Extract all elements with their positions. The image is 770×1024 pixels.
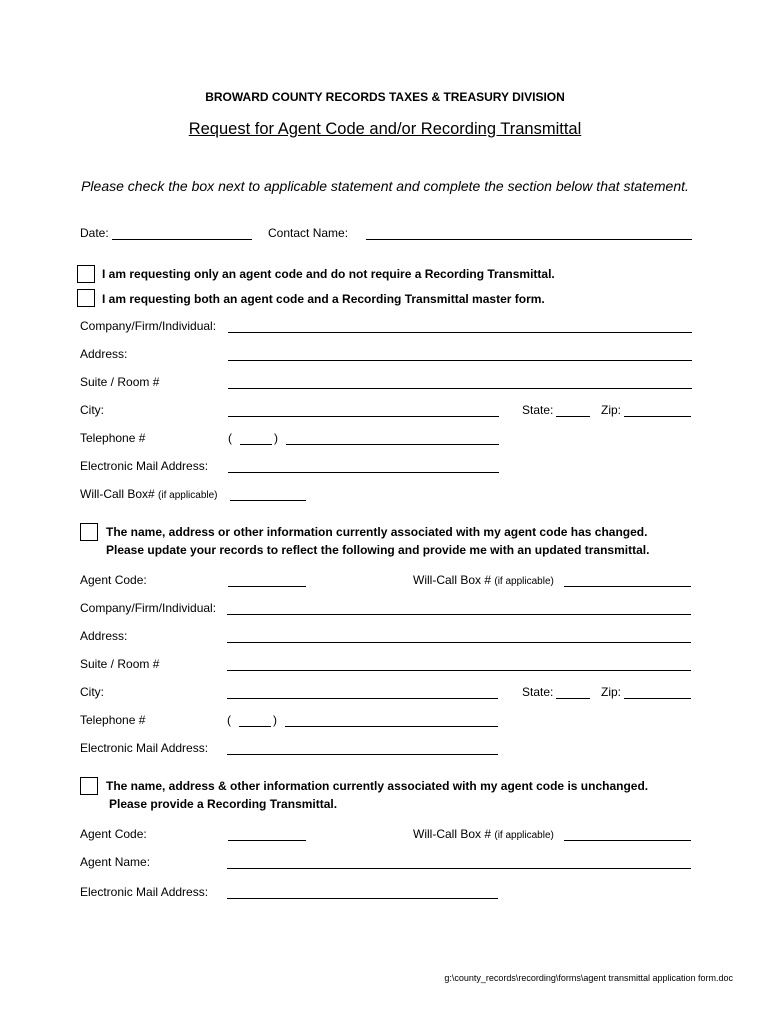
s2-phone-number-field[interactable] [285,726,498,727]
s3-willcall-label [413,827,554,841]
s1-city-field[interactable] [228,416,499,417]
s2-address-label: Address: [80,629,128,643]
s1-willcall-text: Will-Call Box# [80,487,155,501]
s3-statement-line1: The name, address & other information currently associated with my agent code is unchanged. [106,779,649,793]
s3-email-field[interactable] [227,898,498,899]
instructions: Please check the box next to applicable statement and complete the section below that statement. [81,178,689,194]
s3-willcall-text: Will-Call Box # [413,827,492,841]
s2-suite-field[interactable] [227,670,691,671]
s1-suite-label: Suite / Room # [80,375,160,389]
s1-willcall-if-applicable: (if applicable) [158,490,218,501]
s2-state-label: State: [522,685,554,699]
s2-telephone-label: Telephone # [80,713,146,727]
s1-city-label: City: [80,403,104,417]
s1-telephone-label: Telephone # [80,431,146,445]
s2-willcall-if-applicable: (if applicable) [494,576,554,587]
s1-address-label: Address: [80,347,128,361]
division-header: BROWARD COUNTY RECORDS TAXES & TREASURY DIVISION [205,90,565,104]
s2-email-field[interactable] [227,754,498,755]
s1-email-label: Electronic Mail Address: [80,459,209,473]
s2-willcall-field[interactable] [564,586,691,587]
contact-name-label: Contact Name: [268,226,349,240]
s2-agent-code-label: Agent Code: [80,573,147,587]
s1-state-field[interactable] [556,416,590,417]
s2-area-code-field[interactable] [239,726,271,727]
s1-willcall-label [80,487,218,501]
s2-suite-label: Suite / Room # [80,657,160,671]
s3-email-label: Electronic Mail Address: [80,885,209,899]
s1-suite-field[interactable] [228,388,692,389]
s1-area-code-field[interactable] [240,444,272,445]
s2-phone-open-paren: ( [227,713,231,727]
contact-name-field[interactable] [366,239,692,240]
s2-agent-code-field[interactable] [228,586,306,587]
s1-email-field[interactable] [228,472,499,473]
s1-zip-label: Zip: [601,403,622,417]
s3-agent-name-field[interactable] [227,868,691,869]
date-field[interactable] [112,239,252,240]
option-agent-code-only-checkbox[interactable] [77,265,95,283]
option-agent-code-and-transmittal-label: I am requesting both an agent code and a Recording Transmittal master form. [102,292,545,306]
s2-city-label: City: [80,685,104,699]
s3-statement-line2: Please provide a Recording Transmittal. [109,797,338,811]
s3-agent-code-field[interactable] [228,840,306,841]
s3-willcall-field[interactable] [564,840,691,841]
option-info-changed-checkbox[interactable] [80,523,98,541]
s2-address-field[interactable] [227,642,691,643]
s2-phone-close-paren: ) [273,713,277,727]
s2-company-label: Company/Firm/Individual: [80,601,217,615]
option-agent-code-and-transmittal-checkbox[interactable] [77,289,95,307]
s1-phone-close-paren: ) [274,431,278,445]
s3-agent-code-label: Agent Code: [80,827,147,841]
option-agent-code-only-label: I am requesting only an agent code and do not require a Recording Transmittal. [102,267,555,281]
s1-address-field[interactable] [228,360,692,361]
s2-city-field[interactable] [227,698,498,699]
s1-state-label: State: [522,403,554,417]
s2-statement-line1: The name, address or other information currently associated with my agent code has changed. [106,525,648,539]
s2-zip-label: Zip: [601,685,622,699]
s1-zip-field[interactable] [624,416,691,417]
s2-willcall-label [413,573,554,587]
s1-company-label: Company/Firm/Individual: [80,319,217,333]
s2-email-label: Electronic Mail Address: [80,741,209,755]
s1-phone-number-field[interactable] [286,444,499,445]
s2-state-field[interactable] [556,698,590,699]
footer-file-path: g:\county_records\recording\forms\agent transmittal application form.doc [444,973,733,983]
form-title: Request for Agent Code and/or Recording Transmittal [188,120,582,138]
s2-company-field[interactable] [227,614,691,615]
s1-phone-open-paren: ( [228,431,232,445]
s3-willcall-if-applicable: (if applicable) [494,830,554,841]
s2-willcall-text: Will-Call Box # [413,573,492,587]
s3-agent-name-label: Agent Name: [80,855,151,869]
s1-company-field[interactable] [228,332,692,333]
option-info-unchanged-checkbox[interactable] [80,777,98,795]
s2-statement-line2: Please update your records to reflect the following and provide me with an updated transmittal. [106,543,650,557]
s2-zip-field[interactable] [624,698,691,699]
date-label: Date: [80,226,109,240]
s1-willcall-field[interactable] [230,500,306,501]
